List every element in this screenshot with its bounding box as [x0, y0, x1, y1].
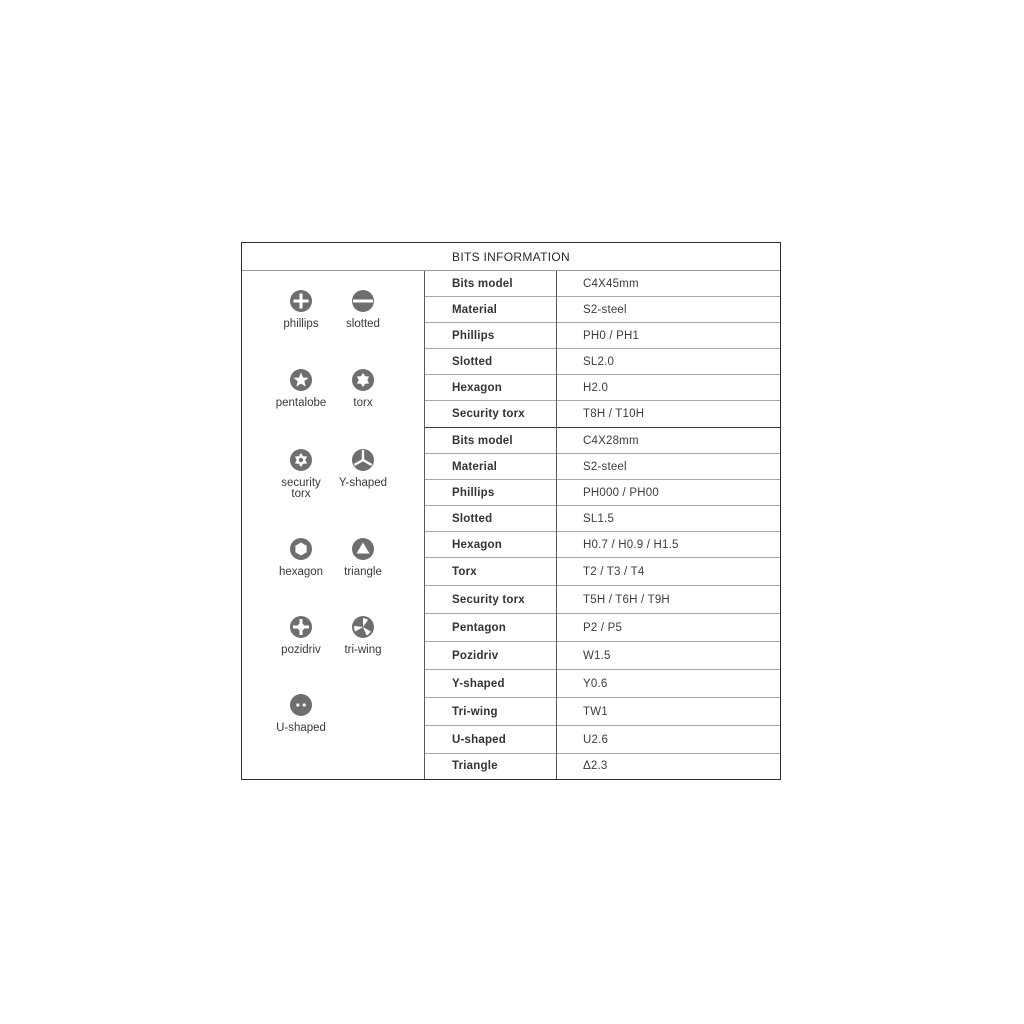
slotted-icon: [351, 289, 375, 313]
card-title: BITS INFORMATION: [242, 243, 780, 271]
column-divider: [556, 271, 557, 779]
icon-cell-tri-wing: [328, 615, 398, 656]
spec-key: Security torx: [452, 594, 525, 606]
spec-key: Material: [452, 461, 498, 473]
spec-value: T8H / T10H: [583, 408, 645, 420]
spec-key: Slotted: [452, 513, 493, 525]
table-row: [425, 271, 780, 297]
icon-cell-y-shaped: [328, 448, 398, 489]
spec-key: Phillips: [452, 487, 495, 499]
table-row: [425, 726, 780, 754]
spec-value: TW1: [583, 706, 608, 718]
spec-value: S2-steel: [583, 461, 627, 473]
spec-value: C4X45mm: [583, 278, 639, 290]
table-row: [425, 428, 780, 454]
spec-key: Bits model: [452, 435, 513, 447]
spec-value: W1.5: [583, 650, 611, 662]
table-row: [425, 401, 780, 428]
specs-table: [425, 271, 780, 779]
spec-key: Slotted: [452, 356, 493, 368]
table-row: [425, 349, 780, 375]
table-row: [425, 614, 780, 642]
table-row: [425, 297, 780, 323]
icon-label: pentalobe: [275, 397, 327, 409]
phillips-icon: [289, 289, 313, 313]
spec-key: Security torx: [452, 408, 525, 420]
icon-cell-security-torx: [266, 448, 336, 500]
icon-label: slotted: [346, 318, 380, 330]
table-row: [425, 375, 780, 401]
icon-cell-triangle: [328, 537, 398, 578]
icon-cell-hexagon: [266, 537, 336, 578]
icon-label: tri-wing: [344, 644, 382, 656]
table-row: [425, 698, 780, 726]
icon-label: phillips: [283, 318, 319, 330]
icon-label: hexagon: [278, 566, 324, 578]
spec-value: Y0.6: [583, 678, 608, 690]
tri-wing-icon: [351, 615, 375, 639]
triangle-icon: [351, 537, 375, 561]
spec-key: Material: [452, 304, 498, 316]
spec-key: Pentagon: [452, 622, 506, 634]
spec-value: Δ2.3: [583, 760, 608, 772]
icon-label: pozidriv: [281, 644, 321, 656]
bits-information-card: [241, 242, 781, 780]
icon-label: [266, 478, 336, 500]
icon-cell-torx: [328, 368, 398, 409]
spec-value: PH0 / PH1: [583, 330, 640, 342]
spec-value: T2 / T3 / T4: [583, 566, 645, 578]
spec-key: Pozidriv: [452, 650, 499, 662]
table-row: [425, 642, 780, 670]
spec-value: T5H / T6H / T9H: [583, 594, 670, 606]
spec-value: C4X28mm: [583, 435, 639, 447]
spec-value: P2 / P5: [583, 622, 623, 634]
spec-key: Y-shaped: [452, 678, 505, 690]
y-shaped-icon: [351, 448, 375, 472]
icon-cell-u-shaped: [266, 693, 336, 734]
icon-cell-pentalobe: [266, 368, 336, 409]
icon-label: Y-shaped: [338, 477, 388, 489]
spec-value: H0.7 / H0.9 / H1.5: [583, 539, 679, 551]
pozidriv-icon: [289, 615, 313, 639]
icon-cell-slotted: [328, 289, 398, 330]
icon-label: torx: [353, 397, 373, 409]
spec-key: Triangle: [452, 760, 498, 772]
spec-key: U-shaped: [452, 734, 506, 746]
icon-label: triangle: [344, 566, 382, 578]
spec-value: PH000 / PH00: [583, 487, 659, 499]
spec-key: Bits model: [452, 278, 513, 290]
table-row: [425, 480, 780, 506]
spec-key: Tri-wing: [452, 706, 498, 718]
spec-value: SL1.5: [583, 513, 615, 525]
icon-cell-phillips: [266, 289, 336, 330]
table-row: [425, 670, 780, 698]
spec-key: Hexagon: [452, 382, 502, 394]
table-row: [425, 454, 780, 480]
table-row: [425, 586, 780, 614]
bit-icons-panel: [242, 271, 425, 779]
icon-cell-pozidriv: [266, 615, 336, 656]
spec-value: H2.0: [583, 382, 609, 394]
spec-key: Torx: [452, 566, 477, 578]
icon-label-line2: torx: [291, 488, 311, 500]
icon-label: U-shaped: [276, 722, 326, 734]
table-row: [425, 558, 780, 586]
table-row: [425, 754, 780, 779]
pentalobe-icon: [289, 368, 313, 392]
torx-icon: [351, 368, 375, 392]
security-torx-icon: [289, 448, 313, 472]
table-row: [425, 323, 780, 349]
spec-value: U2.6: [583, 734, 609, 746]
spec-value: SL2.0: [583, 356, 615, 368]
spec-key: Phillips: [452, 330, 495, 342]
table-row: [425, 532, 780, 558]
spec-value: S2-steel: [583, 304, 627, 316]
spec-key: Hexagon: [452, 539, 502, 551]
table-row: [425, 506, 780, 532]
icon-label-line1: security: [281, 477, 321, 489]
u-shaped-icon: [289, 693, 313, 717]
hexagon-icon: [289, 537, 313, 561]
